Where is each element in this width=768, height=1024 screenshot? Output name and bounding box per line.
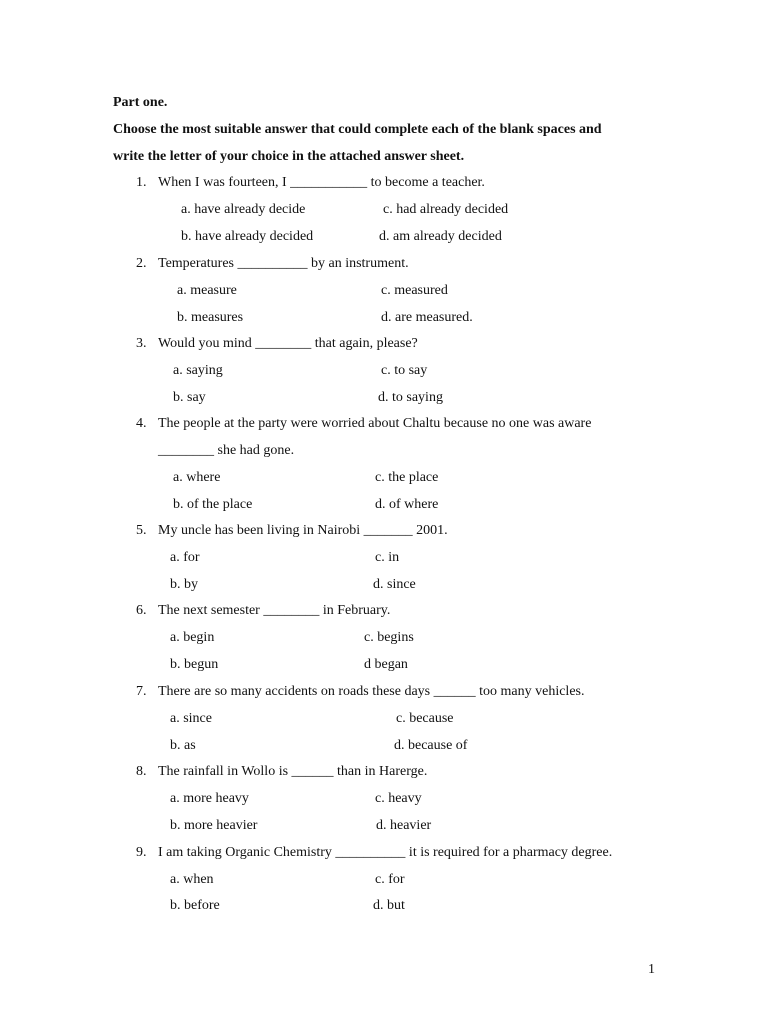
question-number: 7. xyxy=(136,684,147,699)
part-heading: Part one. xyxy=(113,95,168,110)
question-text: The next semester ________ in February. xyxy=(158,603,391,618)
option-c: c. the place xyxy=(375,470,439,485)
question-number: 2. xyxy=(136,256,147,271)
option-c: c. in xyxy=(375,550,400,565)
instruction-line: write the letter of your choice in the attached answer sheet. xyxy=(113,149,465,164)
question-number: 6. xyxy=(136,603,147,618)
option-b: b. have already decided xyxy=(181,229,314,244)
question-text: There are so many accidents on roads these days ______ too many vehicles. xyxy=(158,684,585,699)
option-a: a. where xyxy=(173,470,221,485)
question-number: 9. xyxy=(136,845,147,860)
question-number: 3. xyxy=(136,336,147,351)
option-c: c. had already decided xyxy=(383,202,509,217)
option-d: d. heavier xyxy=(376,818,432,833)
option-d: d. of where xyxy=(375,497,439,512)
option-c: c. to say xyxy=(381,363,428,378)
question-number: 1. xyxy=(136,175,147,190)
option-b: b. by xyxy=(170,577,198,592)
option-b: b. as xyxy=(170,738,196,753)
instruction-line: Choose the most suitable answer that could complete each of the blank spaces and xyxy=(113,122,602,137)
option-d: d began xyxy=(364,657,408,672)
option-b: b. before xyxy=(170,898,220,913)
option-c: c. measured xyxy=(381,283,448,298)
question-text: Temperatures __________ by an instrument. xyxy=(158,256,409,271)
page-number: 1 xyxy=(648,962,655,977)
option-b: b. of the place xyxy=(173,497,253,512)
option-d: d. are measured. xyxy=(381,310,473,325)
question-number: 8. xyxy=(136,764,147,779)
option-a: a. saying xyxy=(173,363,223,378)
question-number: 5. xyxy=(136,523,147,538)
option-d: d. am already decided xyxy=(379,229,502,244)
question-text: When I was fourteen, I ___________ to become a teacher. xyxy=(158,175,485,190)
question-text-continued: ________ she had gone. xyxy=(158,443,295,458)
question-number: 4. xyxy=(136,416,147,431)
question-text: Would you mind ________ that again, please? xyxy=(158,336,418,351)
option-a: a. for xyxy=(170,550,200,565)
option-c: c. begins xyxy=(364,630,414,645)
option-a: a. when xyxy=(170,872,214,887)
option-a: a. have already decide xyxy=(181,202,306,217)
option-a: a. more heavy xyxy=(170,791,249,806)
option-b: b. more heavier xyxy=(170,818,258,833)
option-c: c. because xyxy=(396,711,454,726)
option-b: b. say xyxy=(173,390,206,405)
option-d: d. but xyxy=(373,898,405,913)
question-text: The people at the party were worried about Chaltu because no one was aware xyxy=(158,416,592,431)
option-a: a. measure xyxy=(177,283,237,298)
option-a: a. since xyxy=(170,711,212,726)
option-a: a. begin xyxy=(170,630,215,645)
question-text: My uncle has been living in Nairobi _______ 2001. xyxy=(158,523,448,538)
option-d: d. to saying xyxy=(378,390,443,405)
option-d: d. since xyxy=(373,577,416,592)
option-c: c. for xyxy=(375,872,405,887)
option-b: b. measures xyxy=(177,310,244,325)
question-text: The rainfall in Wollo is ______ than in Harerge. xyxy=(158,764,428,779)
option-d: d. because of xyxy=(394,738,468,753)
option-b: b. begun xyxy=(170,657,219,672)
question-text: I am taking Organic Chemistry __________ it is required for a pharmacy degree. xyxy=(158,845,613,860)
option-c: c. heavy xyxy=(375,791,422,806)
